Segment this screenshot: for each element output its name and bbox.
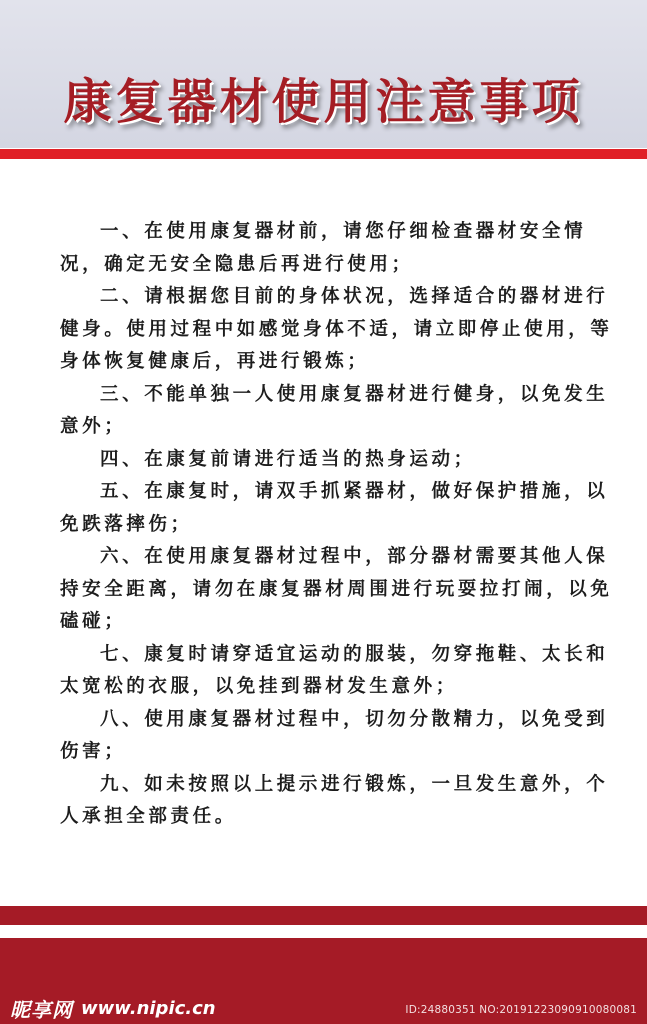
- header-band: [0, 0, 647, 148]
- rule-item: 八、使用康复器材过程中，切勿分散精力，以免受到伤害；: [60, 708, 609, 762]
- poster-title: 康复器材使用注意事项: [63, 74, 584, 130]
- footer-band: [0, 938, 647, 1024]
- watermark-url: www.nipic.cn: [81, 997, 216, 1019]
- watermark-logo: 昵享网: [10, 997, 73, 1022]
- watermark: [10, 994, 216, 1022]
- footer-thin-band: [0, 906, 647, 925]
- watermark-id: ID:24880351 NO:20191223090910080081: [405, 1004, 637, 1016]
- rule-item: 四、在康复前请进行适当的热身运动；: [100, 448, 476, 470]
- rule-item: 六、在使用康复器材过程中，部分器材需要其他人保持安全距离，请勿在康复器材周围进行玩耍拉打闹，以免磕碰；: [60, 546, 613, 632]
- header-red-divider: [0, 149, 647, 159]
- rule-item: 九、如未按照以上提示进行锻炼，一旦发生意外，个人承担全部责任。: [60, 773, 609, 827]
- rule-item: 二、请根据您目前的身体状况，选择适合的器材进行健身。使用过程中如感觉身体不适，请立即停止使用，等身体恢复健康后，再进行锻炼；: [60, 286, 613, 372]
- rule-item: 五、在康复时，请双手抓紧器材，做好保护措施，以免跌落摔伤；: [60, 481, 609, 535]
- rule-item: 一、在使用康复器材前，请您仔细检查器材安全情况，确定无安全隐患后再进行使用；: [60, 221, 587, 275]
- rule-item: 三、不能单独一人使用康复器材进行健身，以免发生意外；: [60, 383, 609, 437]
- rule-item: 七、康复时请穿适宜运动的服装，勿穿拖鞋、太长和太宽松的衣服，以免挂到器材发生意外；: [60, 643, 609, 697]
- rules-list: [60, 216, 628, 834]
- footer-divider: [0, 925, 647, 938]
